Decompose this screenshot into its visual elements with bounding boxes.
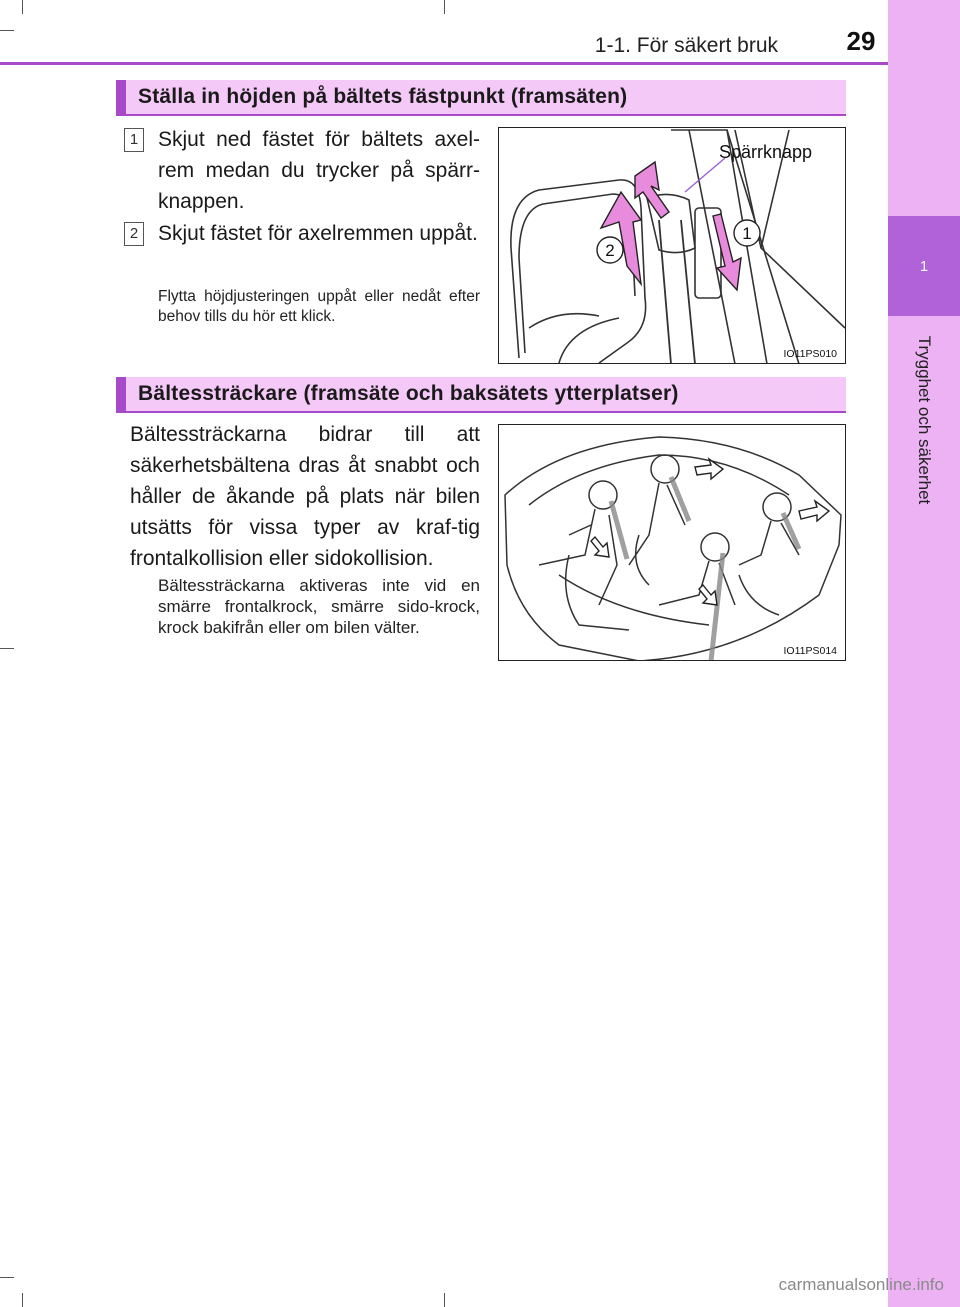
step-1 xyxy=(124,124,480,217)
pretensioner-note: Bältessträckarna aktiveras inte vid en smärre frontalkrock, smärre sido-krock, krock bakifrån eller om bilen välter. xyxy=(158,576,480,637)
crop-mark xyxy=(22,0,23,14)
section-heading-anchor-height: Ställa in höjden på bältets fästpunkt (framsäten) xyxy=(116,80,846,116)
seatbelt-anchor-drawing xyxy=(499,128,846,364)
pretensioner-paragraph: Bältessträckarna bidrar till att säkerhetsbältena dras åt snabbt och håller de åkande på plats när bilen utsätts för vissa typer av kraf-tig frontalkollision eller sidokollision. xyxy=(130,423,480,570)
pretensioner-illustration xyxy=(498,424,846,661)
arrow-marker-1: 1 xyxy=(742,224,752,243)
arrow-marker-2: 2 xyxy=(605,241,615,260)
chapter-title: Trygghet och säkerhet xyxy=(915,335,934,505)
step-text: Skjut fästet för axelremmen uppåt. xyxy=(158,222,478,245)
crop-mark xyxy=(0,30,14,31)
vehicle-cabin-drawing xyxy=(499,425,846,661)
chapter-sidebar xyxy=(888,0,960,1307)
lock-button-callout: Spärrknapp xyxy=(719,142,813,162)
page-number: 29 xyxy=(846,26,876,56)
crop-mark xyxy=(0,1277,14,1278)
figure-code: IO11PS014 xyxy=(783,645,837,657)
chapter-number: 1 xyxy=(919,257,929,275)
section-title: 1-1. För säkert bruk xyxy=(594,34,778,57)
step-number: 1 xyxy=(124,128,144,152)
seatbelt-anchor-illustration xyxy=(498,127,846,364)
header-rule xyxy=(0,62,888,65)
step-text: Skjut ned fästet för bältets axel-rem medan du trycker på spärr-knappen. xyxy=(158,128,480,213)
step-2 xyxy=(124,218,480,249)
chapter-number-tab[interactable] xyxy=(888,216,960,316)
crop-mark xyxy=(0,648,14,649)
figure-code: IO11PS010 xyxy=(783,348,837,360)
crop-mark xyxy=(444,0,445,14)
step-number: 2 xyxy=(124,222,144,246)
section-heading-pretensioners: Bältessträckare (framsäte och baksätets ytterplatser) xyxy=(116,377,846,413)
crop-mark xyxy=(22,1293,23,1307)
step-note: Flytta höjdjusteringen uppåt eller nedåt efter behov tills du hör ett klick. xyxy=(158,288,480,325)
crop-mark xyxy=(444,1293,445,1307)
watermark: carmanualsonline.info xyxy=(778,1275,944,1294)
